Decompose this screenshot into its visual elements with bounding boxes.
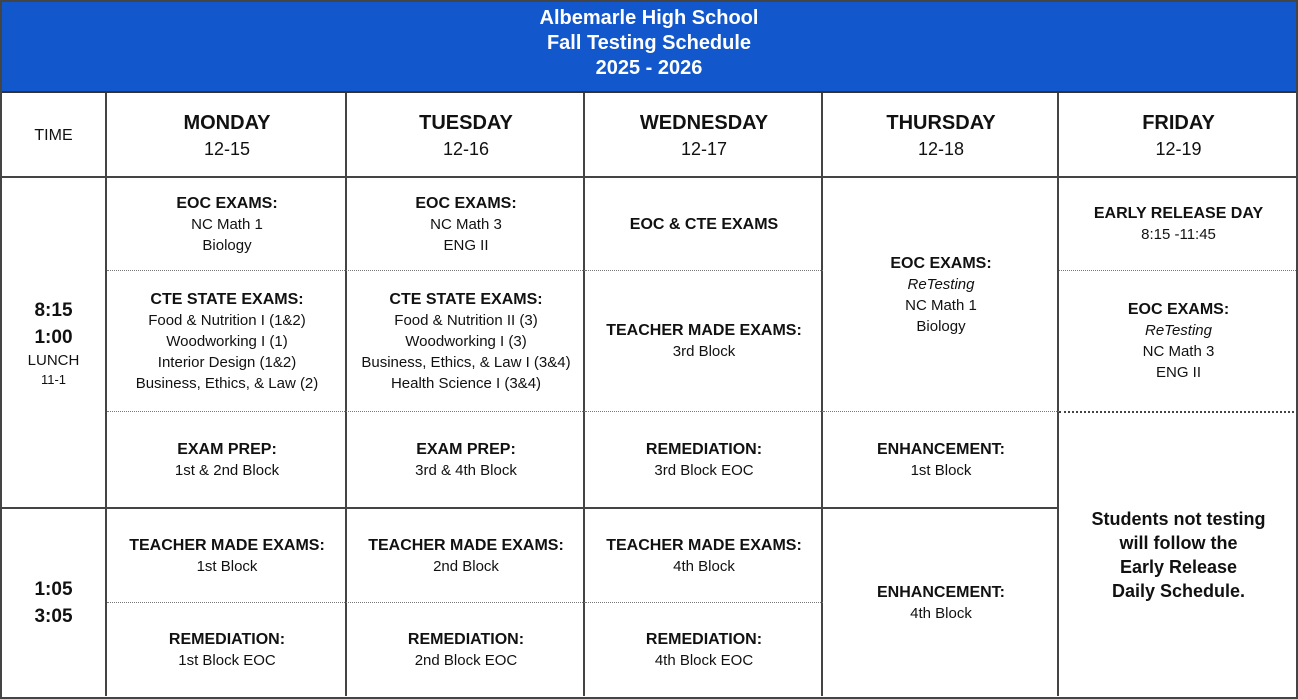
cell-line: 1st & 2nd Block (174, 461, 280, 479)
cell-heading: EOC EXAMS: (176, 194, 278, 212)
afternoon-end: 3:05 (34, 606, 73, 627)
cell-line: NC Math 3 (1142, 343, 1215, 360)
cell-heading: REMEDIATION: (168, 631, 286, 648)
cell-line: 2nd Block EOC (414, 652, 518, 669)
retesting-label: ReTesting (907, 275, 975, 293)
thursday-enhancement-1 (823, 412, 1059, 507)
cell-heading: TEACHER MADE EXAMS: (129, 536, 325, 554)
day-name: MONDAY (183, 111, 271, 134)
thursday-eoc (823, 178, 1059, 411)
cell-heading: CTE STATE EXAMS: (150, 290, 304, 308)
time-header-label: TIME (34, 127, 73, 144)
cell-line: 3rd Block (672, 343, 736, 360)
cell-line: 4th Block (910, 605, 972, 622)
cell-line: 3rd & 4th Block (415, 461, 517, 479)
tuesday-prep (347, 412, 585, 507)
cell-line: ENG II (1155, 364, 1201, 381)
day-header-friday (1059, 95, 1298, 176)
cell-heading: EOC & CTE EXAMS (629, 215, 779, 233)
day-header-tuesday (347, 95, 585, 176)
cell-heading: REMEDIATION: (645, 440, 763, 458)
wednesday-teacher-exams-2 (585, 509, 823, 602)
cell-line: Business, Ethics, & Law I (3&4) (361, 353, 571, 371)
cell-line: 1st Block (196, 557, 258, 575)
cell-heading: CTE STATE EXAMS: (389, 290, 543, 308)
monday-cte (107, 271, 347, 411)
cell-heading: ENHANCEMENT: (877, 584, 1005, 601)
tuesday-cte (347, 271, 585, 411)
cell-heading: TEACHER MADE EXAMS: (368, 536, 564, 554)
title-banner (0, 0, 1298, 93)
monday-teacher-exams (107, 509, 347, 602)
time-header (0, 95, 107, 176)
friday-eoc (1059, 271, 1298, 411)
monday-eoc (107, 178, 347, 270)
cell-heading: ENHANCEMENT: (877, 440, 1005, 458)
day-header-monday (107, 95, 347, 176)
lunch-label: LUNCH (27, 351, 80, 369)
retesting-label: ReTesting (1145, 322, 1212, 339)
cell-line: Interior Design (1&2) (157, 353, 297, 371)
cell-line: Biology (916, 317, 966, 335)
monday-prep (107, 412, 347, 507)
friday-note (1059, 412, 1298, 697)
school-name: Albemarle High School (539, 7, 759, 29)
cell-line: 4th Block (673, 557, 735, 575)
day-date: 12-19 (1155, 138, 1202, 159)
cell-heading: TEACHER MADE EXAMS: (606, 322, 802, 339)
note-line: will follow the (1119, 532, 1238, 553)
school-year: 2025 - 2026 (595, 57, 703, 79)
wednesday-remediation-1 (585, 412, 823, 507)
schedule-title: Fall Testing Schedule (546, 32, 752, 54)
day-name: FRIDAY (1142, 111, 1215, 134)
cell-line: Food & Nutrition II (3) (394, 311, 538, 329)
cell-heading: EOC EXAMS: (890, 254, 992, 272)
cell-heading: REMEDIATION: (407, 631, 525, 648)
cell-line: ENG II (443, 236, 489, 254)
cell-line: NC Math 1 (905, 296, 977, 314)
day-name: TUESDAY (419, 111, 513, 134)
day-date: 12-17 (680, 138, 728, 159)
cell-line: 4th Block EOC (654, 652, 754, 669)
tuesday-eoc (347, 178, 585, 270)
cell-line: 1st Block (910, 461, 972, 479)
cell-line: Woodworking I (3) (405, 332, 527, 350)
cell-heading: REMEDIATION: (645, 631, 763, 648)
day-name: WEDNESDAY (639, 111, 769, 134)
wednesday-eoc-cte (585, 178, 823, 270)
cell-line: 8:15 -11:45 (1141, 226, 1216, 243)
morning-start: 8:15 (34, 299, 73, 321)
morning-time (0, 178, 107, 507)
afternoon-time (0, 509, 107, 697)
note-line: Daily Schedule. (1111, 580, 1246, 601)
day-header-wednesday (585, 95, 823, 176)
afternoon-start: 1:05 (34, 579, 73, 600)
cell-line: 1st Block EOC (178, 652, 276, 669)
cell-line: Business, Ethics, & Law (2) (135, 374, 319, 392)
cell-heading: EARLY RELEASE DAY (1093, 205, 1264, 222)
day-date: 12-18 (917, 138, 965, 159)
cell-line: Woodworking I (1) (166, 332, 288, 350)
friday-early-release (1059, 178, 1298, 270)
cell-line: Biology (202, 236, 252, 254)
cell-line: 2nd Block (433, 557, 499, 575)
thursday-enhancement-2 (823, 509, 1059, 697)
day-date: 12-16 (442, 138, 490, 159)
cell-line: NC Math 3 (430, 215, 502, 233)
tuesday-remediation (347, 603, 585, 697)
wednesday-remediation-2 (585, 603, 823, 697)
day-header-thursday (823, 95, 1059, 176)
day-date: 12-15 (203, 138, 251, 159)
cell-line: NC Math 1 (191, 215, 263, 233)
day-name: THURSDAY (886, 111, 996, 134)
cell-heading: EXAM PREP: (177, 440, 277, 458)
wednesday-teacher-exams-1 (585, 271, 823, 411)
cell-heading: EOC EXAMS: (415, 194, 517, 212)
cell-line: Health Science I (3&4) (390, 374, 542, 392)
cell-line: Food & Nutrition I (1&2) (148, 311, 306, 329)
cell-heading: EXAM PREP: (416, 440, 516, 458)
note-line: Early Release (1119, 556, 1238, 577)
cell-heading: TEACHER MADE EXAMS: (606, 536, 802, 554)
note-line: Students not testing (1091, 508, 1266, 529)
morning-end: 1:00 (34, 326, 73, 348)
cell-heading: EOC EXAMS: (1127, 301, 1230, 318)
cell-line: 3rd Block EOC (654, 461, 754, 479)
lunch-time: 11-1 (40, 371, 67, 387)
monday-remediation (107, 603, 347, 697)
tuesday-teacher-exams (347, 509, 585, 602)
